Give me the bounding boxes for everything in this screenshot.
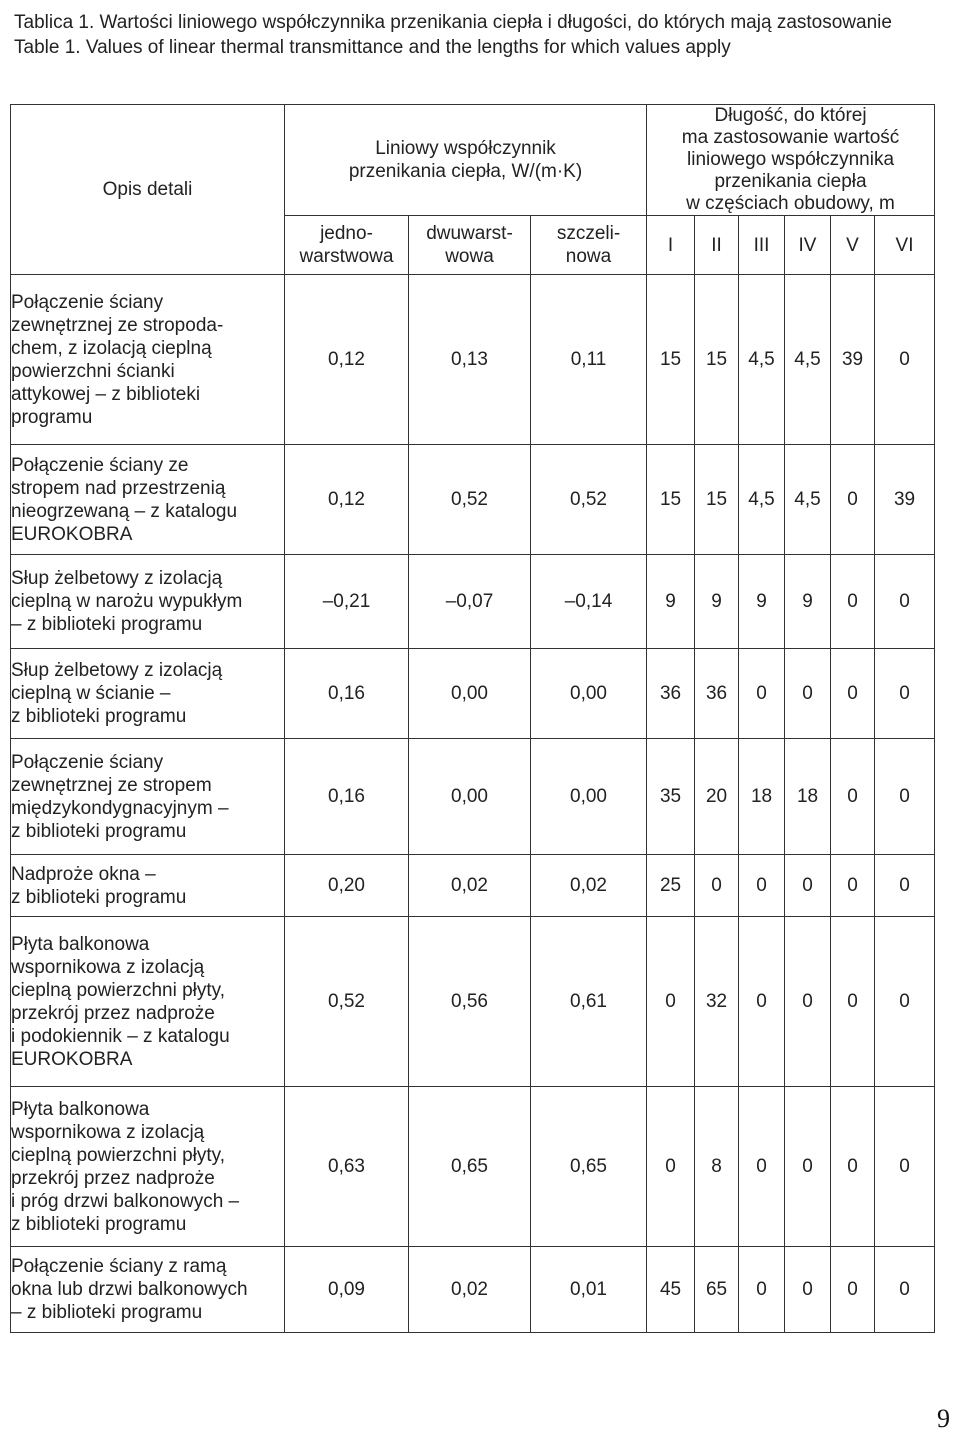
- psi-value: –0,14: [531, 555, 647, 649]
- length-value: 18: [785, 739, 831, 855]
- length-value: 0: [647, 1087, 695, 1247]
- psi-value: 0,02: [531, 855, 647, 917]
- psi-value: 0,63: [285, 1087, 409, 1247]
- length-value: 0: [785, 917, 831, 1087]
- psi-value: 0,00: [409, 739, 531, 855]
- length-value: 18: [739, 739, 785, 855]
- table-row: [11, 555, 935, 649]
- header-psi-double-layer: dwuwarst- wowa: [409, 216, 531, 275]
- length-value: 36: [647, 649, 695, 739]
- length-value: 0: [785, 649, 831, 739]
- page-number: 9: [937, 1404, 950, 1433]
- length-value: 9: [785, 555, 831, 649]
- psi-value: 0,00: [409, 649, 531, 739]
- caption-english: Table 1. Values of linear thermal transmittance and the lengths for which values apply: [14, 37, 731, 58]
- length-value: 0: [875, 1247, 935, 1333]
- length-value: 15: [695, 445, 739, 555]
- length-value: 4,5: [785, 445, 831, 555]
- length-value: 0: [739, 855, 785, 917]
- psi-value: 0,16: [285, 649, 409, 739]
- length-value: 0: [875, 275, 935, 445]
- length-value: 0: [831, 739, 875, 855]
- caption-polish: Tablica 1. Wartości liniowego współczynnika przenikania ciepła i długości, do których mają zastosowanie: [14, 12, 892, 33]
- header-description-label: Opis detali: [102, 178, 193, 200]
- psi-value: 0,02: [409, 1247, 531, 1333]
- psi-value: 0,09: [285, 1247, 409, 1333]
- table-caption: [14, 10, 944, 60]
- psi-value: 0,56: [409, 917, 531, 1087]
- length-value: 0: [785, 855, 831, 917]
- psi-value: 0,01: [531, 1247, 647, 1333]
- psi-value: 0,00: [531, 649, 647, 739]
- thermal-bridges-table: [10, 104, 935, 1333]
- detail-description: Połączenie ściany zewnętrznej ze stropem międzykondygnacyjnym – z biblioteki programu: [11, 739, 285, 855]
- length-value: 0: [647, 917, 695, 1087]
- psi-value: 0,65: [409, 1087, 531, 1247]
- header-psi-single-layer: jedno- warstwowa: [285, 216, 409, 275]
- length-value: 0: [875, 649, 935, 739]
- header-length-V: V: [831, 216, 875, 275]
- length-value: 0: [695, 855, 739, 917]
- length-value: 39: [875, 445, 935, 555]
- psi-value: 0,52: [285, 917, 409, 1087]
- length-value: 9: [647, 555, 695, 649]
- table-row: [11, 1247, 935, 1333]
- header-row-top: [11, 105, 935, 216]
- length-value: 39: [831, 275, 875, 445]
- length-value: 4,5: [739, 275, 785, 445]
- length-value: 25: [647, 855, 695, 917]
- length-value: 0: [831, 649, 875, 739]
- table-row: [11, 855, 935, 917]
- length-value: 9: [739, 555, 785, 649]
- psi-value: 0,11: [531, 275, 647, 445]
- psi-value: 0,12: [285, 275, 409, 445]
- table-row: [11, 649, 935, 739]
- length-value: 15: [647, 275, 695, 445]
- psi-value: 0,13: [409, 275, 531, 445]
- length-value: 9: [695, 555, 739, 649]
- table-row: [11, 1087, 935, 1247]
- table-row: [11, 739, 935, 855]
- length-value: 0: [785, 1247, 831, 1333]
- header-length-group: Długość, do której ma zastosowanie wartość liniowego współczynnika przenikania ciepła w częściach obudowy, m: [647, 105, 935, 216]
- detail-description: Słup żelbetowy z izolacją cieplną w ścianie – z biblioteki programu: [11, 649, 285, 739]
- detail-description: Połączenie ściany zewnętrznej ze stropoda- chem, z izolacją cieplną powierzchni ścianki attykowej – z biblioteki programu: [11, 275, 285, 445]
- header-description: [11, 105, 285, 275]
- length-value: 0: [831, 917, 875, 1087]
- length-value: 35: [647, 739, 695, 855]
- psi-value: –0,21: [285, 555, 409, 649]
- psi-value: 0,16: [285, 739, 409, 855]
- length-value: 0: [831, 555, 875, 649]
- header-length-II: II: [695, 216, 739, 275]
- header-length-III: III: [739, 216, 785, 275]
- detail-description: Połączenie ściany z ramą okna lub drzwi balkonowych – z biblioteki programu: [11, 1247, 285, 1333]
- detail-description: Nadproże okna – z biblioteki programu: [11, 855, 285, 917]
- psi-value: 0,52: [531, 445, 647, 555]
- detail-description: Płyta balkonowa wspornikowa z izolacją cieplną powierzchni płyty, przekrój przez nadproże i próg drzwi balkonowych – z biblioteki programu: [11, 1087, 285, 1247]
- length-value: 0: [831, 445, 875, 555]
- length-value: 0: [875, 855, 935, 917]
- psi-value: 0,61: [531, 917, 647, 1087]
- length-value: 15: [647, 445, 695, 555]
- length-value: 36: [695, 649, 739, 739]
- table-row: [11, 275, 935, 445]
- length-value: 0: [831, 855, 875, 917]
- detail-description: Połączenie ściany ze stropem nad przestrzenią nieogrzewaną – z katalogu EUROKOBRA: [11, 445, 285, 555]
- table-body: [11, 275, 935, 1333]
- length-value: 8: [695, 1087, 739, 1247]
- header-psi-cavity: szczeli- nowa: [531, 216, 647, 275]
- length-value: 32: [695, 917, 739, 1087]
- length-value: 0: [831, 1087, 875, 1247]
- length-value: 0: [831, 1247, 875, 1333]
- detail-description: Płyta balkonowa wspornikowa z izolacją cieplną powierzchni płyty, przekrój przez nadproże i podokiennik – z katalogu EUROKOBRA: [11, 917, 285, 1087]
- psi-value: 0,00: [531, 739, 647, 855]
- length-value: 0: [739, 917, 785, 1087]
- table-row: [11, 917, 935, 1087]
- header-length-IV: IV: [785, 216, 831, 275]
- length-value: 4,5: [739, 445, 785, 555]
- length-value: 65: [695, 1247, 739, 1333]
- length-value: 0: [875, 1087, 935, 1247]
- psi-value: 0,02: [409, 855, 531, 917]
- header-length-I: I: [647, 216, 695, 275]
- psi-value: 0,12: [285, 445, 409, 555]
- length-value: 0: [739, 1087, 785, 1247]
- length-value: 0: [739, 1247, 785, 1333]
- length-value: 20: [695, 739, 739, 855]
- psi-value: 0,52: [409, 445, 531, 555]
- length-value: 45: [647, 1247, 695, 1333]
- length-value: 0: [875, 739, 935, 855]
- psi-value: –0,07: [409, 555, 531, 649]
- length-value: 0: [739, 649, 785, 739]
- length-value: 0: [875, 555, 935, 649]
- length-value: 15: [695, 275, 739, 445]
- header-psi-group: Liniowy współczynnik przenikania ciepła, W/(m·K): [285, 105, 647, 216]
- header-length-VI: VI: [875, 216, 935, 275]
- psi-value: 0,20: [285, 855, 409, 917]
- detail-description: Słup żelbetowy z izolacją cieplną w narożu wypukłym – z biblioteki programu: [11, 555, 285, 649]
- table-row: [11, 445, 935, 555]
- length-value: 0: [785, 1087, 831, 1247]
- length-value: 4,5: [785, 275, 831, 445]
- length-value: 0: [875, 917, 935, 1087]
- psi-value: 0,65: [531, 1087, 647, 1247]
